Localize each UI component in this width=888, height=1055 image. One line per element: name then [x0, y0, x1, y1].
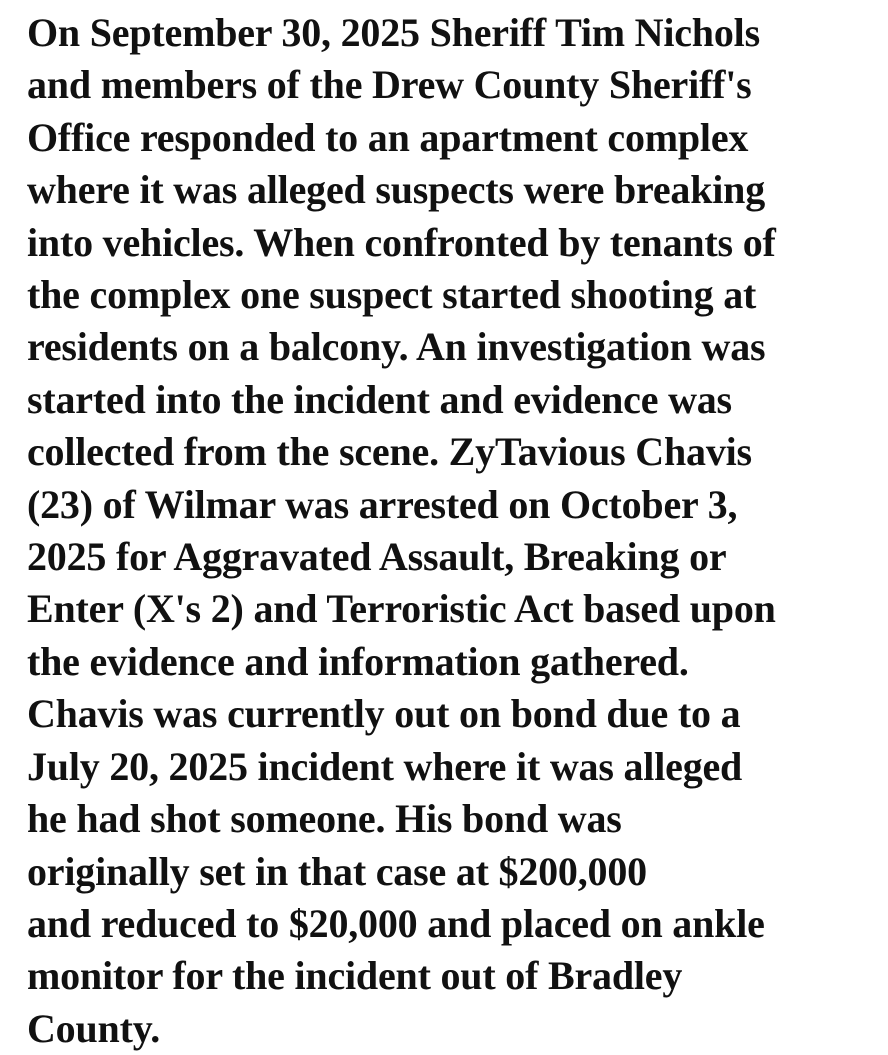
text-line: the complex one suspect started shooting at — [27, 272, 757, 318]
text-line: monitor for the incident out of Bradley — [27, 953, 683, 999]
text-line: On September 30, 2025 Sheriff Tim Nichols — [27, 10, 760, 55]
news-release-text — [27, 7, 877, 1055]
text-line: and members of the Drew County Sheriff's — [27, 62, 752, 108]
text-line: Chavis was currently out on bond due to a — [27, 691, 741, 737]
text-line: County. — [27, 1005, 161, 1051]
text-line: 2025 for Aggravated Assault, Breaking or — [27, 534, 727, 580]
text-line: the evidence and information gathered. — [27, 638, 689, 684]
text-line: into vehicles. When confronted by tenants of — [27, 219, 776, 265]
text-line: where it was alleged suspects were breaking — [27, 167, 766, 213]
text-line: Office responded to an apartment complex — [27, 114, 749, 160]
text-line: started into the incident and evidence was — [27, 376, 732, 422]
text-line: July 20, 2025 incident where it was alleged — [27, 743, 743, 789]
text-line: (23) of Wilmar was arrested on October 3, — [27, 481, 738, 527]
text-line: originally set in that case at $200,000 — [27, 848, 647, 894]
text-line: Enter (X's 2) and Terroristic Act based upon — [27, 586, 776, 632]
text-line: collected from the scene. ZyTavious Chavis — [27, 429, 752, 475]
text-line: and reduced to $20,000 and placed on ankle — [27, 900, 765, 946]
text-line: residents on a balcony. An investigation was — [27, 324, 766, 370]
text-line: he had shot someone. His bond was — [27, 796, 622, 842]
